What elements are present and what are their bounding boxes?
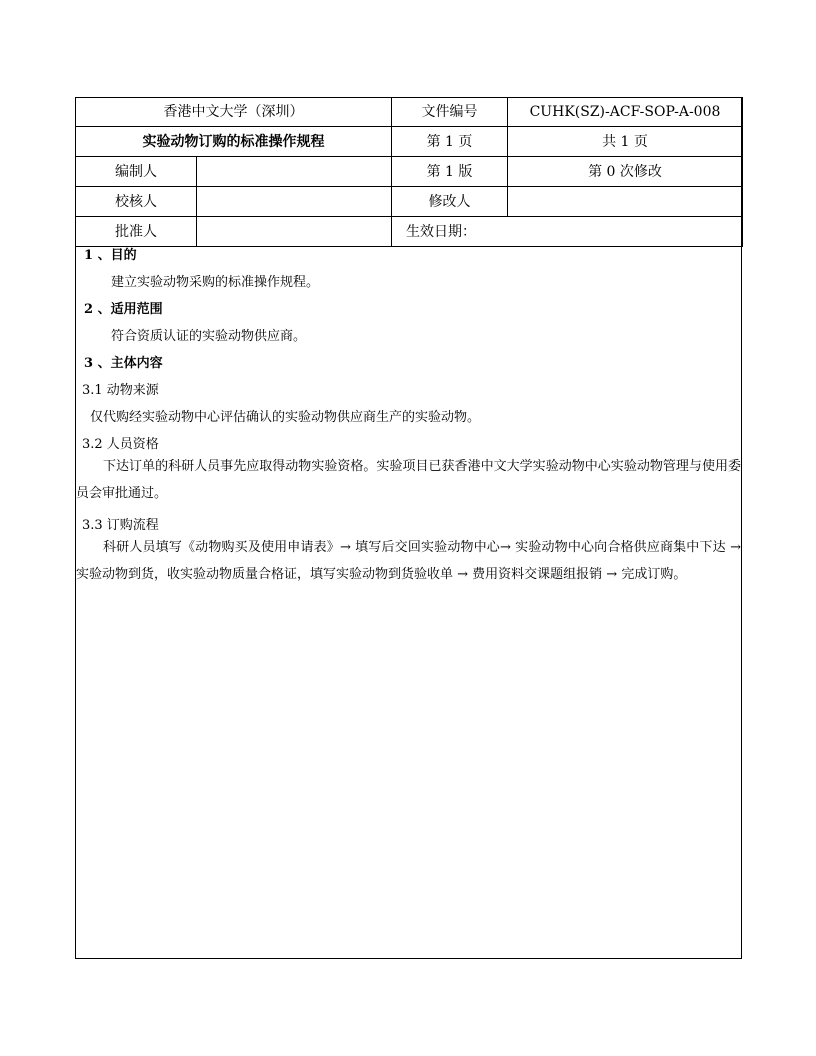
reviewer-label: 校核人	[76, 187, 197, 217]
section-3-1-heading: 3.1 动物来源	[82, 383, 159, 398]
modifier-value	[508, 187, 743, 217]
section-3-3-heading: 3.3 订购流程	[82, 518, 159, 533]
section-1-heading: 1 、目的	[84, 248, 137, 263]
document-title: 实验动物订购的标准操作规程	[76, 127, 392, 157]
institution-name: 香港中文大学（深圳）	[76, 98, 392, 127]
doc-number-label: 文件编号	[392, 98, 508, 127]
approver-value	[197, 217, 392, 247]
edition: 第 1 版	[392, 157, 508, 187]
header-table	[75, 97, 743, 247]
section-3-2-heading: 3.2 人员资格	[82, 437, 159, 452]
approver-label: 批准人	[76, 217, 197, 247]
section-2-heading: 2 、适用范围	[84, 302, 163, 317]
section-3-1-text: 仅代购经实验动物中心评估确认的实验动物供应商生产的实验动物。	[90, 410, 481, 425]
section-3-2-text: 下达订单的科研人员事先应取得动物实验资格。实验项目已获香港中文大学实验动物中心实验动物管理与使用委员会审批通过。	[76, 459, 741, 501]
document-frame	[75, 97, 742, 959]
section-2-text: 符合资质认证的实验动物供应商。	[111, 329, 307, 344]
section-1-text: 建立实验动物采购的标准操作规程。	[111, 275, 320, 290]
reviewer-value	[197, 187, 392, 217]
modifier-label: 修改人	[392, 187, 508, 217]
editor-value	[197, 157, 392, 187]
page-number: 第 1 页	[392, 127, 508, 157]
revision: 第 0 次修改	[508, 157, 743, 187]
effective-date-label: 生效日期：	[392, 217, 743, 247]
section-3-heading: 3 、主体内容	[84, 356, 163, 371]
section-3-3-text: 科研人员填写《动物购买及使用申请表》→ 填写后交回实验动物中心→ 实验动物中心向合格供应商集中下达 → 实验动物到货，收实验动物质量合格证，填写实验动物到货验收单 → 费用资料交课题组报销 → 完成订购。	[76, 540, 741, 582]
editor-label: 编制人	[76, 157, 197, 187]
total-pages: 共 1 页	[508, 127, 743, 157]
doc-number: CUHK(SZ)-ACF-SOP-A-008	[508, 98, 743, 127]
